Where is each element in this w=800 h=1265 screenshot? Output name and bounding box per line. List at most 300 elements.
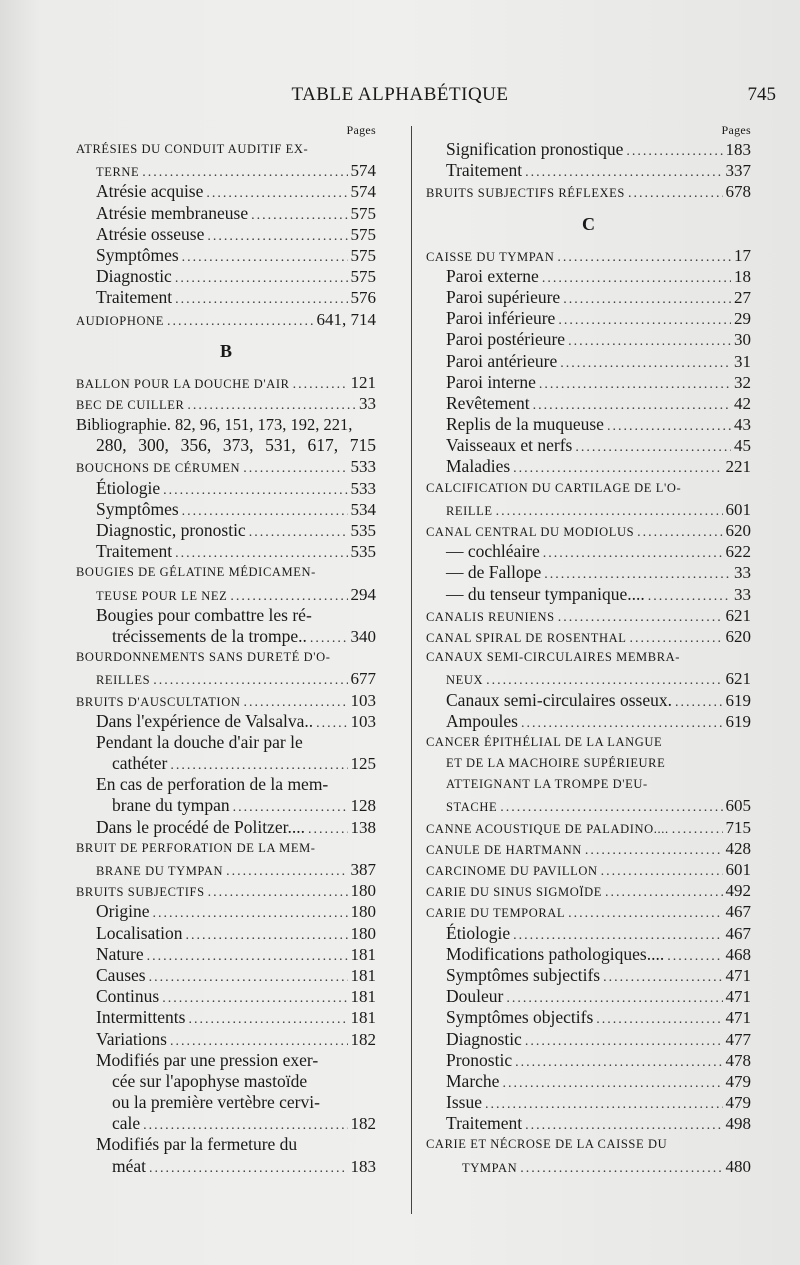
dot-leader	[153, 670, 347, 691]
entry-page: 33	[734, 584, 751, 604]
entry-page: 601	[725, 499, 751, 519]
entry-page: 103	[350, 690, 376, 710]
entry-term: CANNE ACOUSTIQUE DE PALADINO....	[426, 821, 669, 836]
entry-term: Nature	[96, 943, 144, 964]
dot-leader	[310, 628, 348, 649]
entry-term: Localisation	[96, 922, 183, 943]
entry-page: 30	[734, 330, 751, 350]
entry-page: 575	[350, 267, 376, 287]
dot-leader	[243, 458, 347, 479]
entry-page: 641, 714	[316, 309, 376, 329]
index-entry	[426, 245, 751, 266]
dot-leader	[175, 268, 348, 289]
dot-leader	[539, 374, 731, 395]
dot-leader	[182, 247, 348, 268]
entry-term: Paroi interne	[446, 371, 536, 392]
index-entry	[76, 923, 376, 944]
entry-term: BALLON POUR LA DOUCHE D'AIR	[76, 376, 290, 391]
index-entry	[426, 160, 751, 181]
dot-leader	[543, 543, 723, 564]
entry-term: Traitement	[96, 541, 173, 562]
dot-leader	[175, 289, 347, 310]
dot-leader	[637, 522, 722, 543]
entry-page: 32	[734, 372, 751, 392]
entry-page: 467	[725, 902, 751, 922]
index-entry	[76, 1050, 376, 1071]
entry-page: 619	[725, 711, 751, 731]
entry-page: 575	[350, 245, 376, 265]
dot-leader	[575, 437, 731, 458]
entry-page: 33	[734, 563, 751, 583]
entry-term: Dans le procédé de Politzer....	[96, 816, 305, 837]
entry-term: CANAL SPIRAL DE ROSENTHAL	[426, 630, 627, 645]
entry-term: Revêtement	[446, 392, 530, 413]
index-entry	[76, 965, 376, 986]
dot-leader	[208, 882, 348, 903]
index-entry	[76, 584, 376, 605]
entry-term: CARIE DU SINUS SIGMOÏDE	[426, 885, 602, 900]
dot-leader	[233, 797, 348, 818]
entry-page: 43	[734, 415, 751, 435]
dot-leader	[513, 925, 722, 946]
dot-leader	[525, 1115, 722, 1136]
dot-leader	[601, 861, 723, 882]
dot-leader	[249, 522, 348, 543]
entry-page: 181	[350, 987, 376, 1007]
index-entry	[426, 1029, 751, 1050]
index-entry	[426, 859, 751, 880]
index-entry	[76, 1113, 376, 1134]
index-entry	[76, 774, 376, 795]
dot-leader	[316, 713, 347, 734]
index-entry	[76, 139, 376, 160]
entry-page: 221	[725, 457, 751, 477]
index-entry	[426, 287, 751, 308]
entry-term: Bougies pour combattre les ré-	[96, 604, 312, 625]
entry-page: 492	[725, 881, 751, 901]
entry-page: 42	[734, 393, 751, 413]
entry-term: Traitement	[446, 160, 523, 181]
entry-term: BOUCHONS DE CÉRUMEN	[76, 461, 241, 476]
index-entry	[426, 986, 751, 1007]
dot-leader	[167, 311, 314, 332]
dot-leader	[521, 713, 723, 734]
index-entry	[76, 986, 376, 1007]
index-entry	[426, 753, 751, 774]
index-entry	[76, 859, 376, 880]
dot-leader	[308, 819, 348, 840]
index-entry	[76, 1156, 376, 1177]
entry-page: 428	[725, 838, 751, 858]
entry-term: BOUGIES DE GÉLATINE MÉDICAMEN-	[76, 565, 316, 580]
page-number: 745	[747, 84, 776, 105]
index-entry	[76, 414, 376, 435]
dot-leader	[513, 458, 722, 479]
entry-page: 620	[725, 521, 751, 540]
entry-term: CANALIS REUNIENS	[426, 609, 555, 624]
index-entry	[426, 499, 751, 520]
entry-term: Marche	[446, 1070, 500, 1091]
dot-leader	[568, 903, 722, 924]
entry-term: Pendant la douche d'air par le	[96, 731, 303, 752]
index-entry	[76, 817, 376, 838]
index-entry	[426, 372, 751, 393]
entry-term: AUDIOPHONE	[76, 313, 164, 328]
index-entry	[76, 499, 376, 520]
entry-term: Issue	[446, 1092, 482, 1113]
index-entry	[76, 753, 376, 774]
entry-term: brane du tympan	[112, 795, 230, 816]
entry-term: CANCER ÉPITHÉLIAL DE LA LANGUE	[426, 734, 663, 749]
entry-term: CALCIFICATION DU CARTILAGE DE L'O-	[426, 480, 682, 495]
index-entry	[76, 203, 376, 224]
entry-page: 29	[734, 309, 751, 329]
entry-term: REILLES	[96, 673, 151, 688]
dot-leader	[603, 967, 722, 988]
index-entry	[76, 478, 376, 499]
entry-term: ou la première vertèbre cervi-	[112, 1092, 320, 1113]
dot-leader	[596, 1009, 722, 1030]
index-entry	[426, 901, 751, 922]
entry-page: 467	[725, 923, 751, 943]
index-entry	[426, 351, 751, 372]
entry-page: 479	[725, 1071, 751, 1091]
entry-term: CANAUX SEMI-CIRCULAIRES MEMBRA-	[426, 650, 681, 665]
entry-page: 181	[350, 1008, 376, 1028]
index-entry	[426, 181, 751, 202]
entry-term: Modifiés par une pression exer-	[96, 1049, 319, 1070]
entry-term: CARIE DU TEMPORAL	[426, 906, 566, 921]
index-entry	[426, 626, 751, 647]
entry-term: — de Fallope	[446, 562, 542, 583]
entry-term: cathéter	[112, 753, 168, 774]
index-entry	[426, 1092, 751, 1113]
entry-page: 17	[734, 245, 751, 265]
index-entry	[76, 1029, 376, 1050]
dot-leader	[147, 946, 348, 967]
index-entry	[426, 1113, 751, 1134]
dot-leader	[648, 586, 731, 607]
entry-term: Symptômes objectifs	[446, 1007, 594, 1028]
dot-leader	[500, 797, 722, 818]
column-divider	[411, 126, 412, 1214]
dot-leader	[557, 247, 731, 268]
index-entry	[426, 435, 751, 456]
dot-leader	[170, 1031, 348, 1052]
dot-leader	[558, 607, 723, 628]
entry-page: 468	[725, 944, 751, 964]
index-entry	[76, 456, 376, 477]
entry-page: 576	[350, 288, 376, 308]
entry-term: Intermittents	[96, 1007, 186, 1028]
entry-page: 138	[350, 817, 376, 837]
entry-term: BRUIT DE PERFORATION DE LA MEM-	[76, 840, 316, 855]
index-entry	[76, 690, 376, 711]
index-entry	[76, 245, 376, 266]
dot-leader	[520, 1158, 722, 1179]
entry-page: 128	[350, 796, 376, 816]
entry-page: 294	[350, 584, 376, 604]
index-entry	[426, 1007, 751, 1028]
dot-leader	[675, 692, 723, 713]
entry-term: Causes	[96, 964, 146, 985]
entry-term: En cas de perforation de la mem-	[96, 774, 329, 795]
index-entry	[426, 647, 751, 668]
entry-term: NEUX	[446, 673, 484, 688]
entry-term: TEUSE POUR LE NEZ	[96, 588, 228, 603]
entry-term: — du tenseur tympanique....	[446, 583, 645, 604]
dot-leader	[667, 946, 722, 967]
entry-page: 181	[350, 965, 376, 985]
index-entry	[426, 690, 751, 711]
dot-leader	[630, 628, 723, 649]
dot-leader	[142, 162, 347, 183]
index-entry	[76, 711, 376, 732]
dot-leader	[485, 1094, 723, 1115]
dot-leader	[251, 205, 347, 226]
entry-term: Signification pronostique	[446, 139, 624, 159]
entry-term: trécissements de la trompe..	[112, 625, 307, 646]
entry-term: cée sur l'apophyse mastoïde	[112, 1070, 308, 1091]
entry-page: 477	[725, 1029, 751, 1049]
entry-page: 180	[350, 881, 376, 901]
entry-page: 601	[725, 860, 751, 879]
entry-term: Paroi supérieure	[446, 286, 561, 307]
entry-term: Dans l'expérience de Valsalva..	[96, 710, 314, 731]
entry-page: 622	[725, 542, 751, 562]
entry-term: CAISSE DU TYMPAN	[426, 249, 555, 264]
entry-page: 480	[725, 1156, 751, 1176]
entry-page: 620	[725, 626, 751, 646]
entry-term: Replis de la muqueuse	[446, 414, 604, 435]
entry-page: 471	[725, 1008, 751, 1028]
index-entry	[426, 965, 751, 986]
index-entry	[76, 181, 376, 202]
entry-term: méat	[112, 1155, 147, 1176]
dot-leader	[170, 755, 347, 776]
entry-term: ATRÉSIES DU CONDUIT AUDITIF EX-	[76, 142, 309, 156]
entry-term: cale	[112, 1113, 141, 1134]
entry-page: 715	[725, 817, 751, 837]
right-entries	[426, 139, 751, 1177]
index-entry	[76, 1007, 376, 1028]
dot-leader	[186, 925, 348, 946]
index-entry	[76, 795, 376, 816]
entry-term: Paroi inférieure	[446, 308, 556, 329]
entry-page: 535	[350, 521, 376, 540]
entry-term: BEC DE CUILLER	[76, 397, 185, 412]
entry-page: 621	[725, 605, 751, 625]
dot-leader	[560, 353, 731, 374]
dot-leader	[496, 501, 723, 522]
entry-term: 280, 300, 356, 373, 531, 617, 715	[96, 435, 376, 456]
entry-page: 574	[350, 182, 376, 202]
entry-term: Douleur	[446, 986, 504, 1007]
left-entries	[76, 139, 376, 1177]
index-entry	[76, 224, 376, 245]
entry-term: Vaisseaux et nerfs	[446, 435, 573, 456]
index-entry	[426, 478, 751, 499]
index-entry	[426, 541, 751, 562]
entry-term: TYMPAN	[462, 1160, 518, 1175]
entry-page: 605	[725, 796, 751, 816]
entry-page: 340	[350, 626, 376, 646]
entry-term: CANAL CENTRAL DU MODIOLUS	[426, 525, 635, 539]
dot-leader	[672, 819, 723, 840]
entry-term: Continus	[96, 986, 160, 1007]
entry-page: 575	[350, 203, 376, 223]
dot-leader	[243, 692, 347, 713]
dot-leader	[628, 183, 723, 204]
entry-page: 182	[350, 1029, 376, 1049]
entry-term: Maladies	[446, 456, 511, 477]
entry-term: STACHE	[446, 800, 498, 815]
index-entry	[76, 520, 376, 541]
entry-term: Origine	[96, 901, 150, 922]
dot-leader	[585, 840, 723, 861]
entry-term: Diagnostic	[446, 1028, 522, 1049]
entry-page: 183	[725, 140, 751, 159]
entry-page: 121	[350, 372, 376, 392]
entry-page: 183	[350, 1156, 376, 1176]
entry-page: 533	[350, 457, 376, 477]
entry-term: BRUITS D'AUSCULTATION	[76, 694, 241, 709]
entry-page: 574	[350, 161, 376, 181]
entry-page: 498	[725, 1114, 751, 1134]
entry-term: BRUITS SUBJECTIFS	[76, 885, 205, 900]
index-entry	[76, 266, 376, 287]
index-entry	[76, 647, 376, 668]
dot-leader	[506, 988, 722, 1009]
dot-leader	[206, 183, 347, 204]
index-entry	[76, 435, 376, 456]
entry-term: Étiologie	[96, 477, 161, 498]
dot-leader	[542, 268, 731, 289]
index-entry	[426, 1134, 751, 1155]
index-entry	[76, 562, 376, 583]
entry-term: Étiologie	[446, 922, 511, 943]
entry-term: Symptômes subjectifs	[446, 964, 601, 985]
dot-leader	[568, 331, 731, 352]
index-entry	[76, 901, 376, 922]
entry-term: Canaux semi-circulaires osseux.	[446, 689, 672, 710]
entry-term: — cochléaire	[446, 541, 540, 562]
index-entry	[426, 308, 751, 329]
index-entry	[426, 880, 751, 901]
entry-page: 471	[725, 965, 751, 985]
index-entry	[426, 414, 751, 435]
dot-leader	[152, 903, 347, 924]
entry-term: Modifiés par la fermeture du	[96, 1134, 298, 1155]
dot-leader	[226, 861, 347, 882]
dot-leader	[626, 141, 722, 162]
index-entry	[426, 456, 751, 477]
index-entry	[426, 795, 751, 816]
entry-term: CANULE DE HARTMANN	[426, 842, 582, 857]
dot-leader	[533, 395, 731, 416]
entry-term: TERNE	[96, 165, 140, 180]
entry-page: 534	[350, 499, 376, 519]
entry-page: 677	[350, 669, 376, 689]
index-entry	[76, 160, 376, 181]
entry-term: Symptômes	[96, 498, 179, 519]
dot-leader	[187, 395, 356, 416]
index-entry	[76, 372, 376, 393]
index-entry	[426, 393, 751, 414]
entry-page: 535	[350, 542, 376, 562]
dot-leader	[486, 670, 722, 691]
section-letter: C	[582, 213, 595, 234]
entry-term: Variations	[96, 1028, 167, 1049]
dot-leader	[188, 1009, 347, 1030]
index-entry	[76, 541, 376, 562]
index-entry	[76, 668, 376, 689]
left-column	[76, 121, 376, 1177]
index-entry	[426, 139, 751, 160]
dot-leader	[544, 564, 731, 585]
pages-heading: Pages	[721, 123, 751, 137]
index-entry	[426, 1050, 751, 1071]
index-entry	[76, 1134, 376, 1155]
dot-leader	[563, 289, 731, 310]
index-entry	[76, 309, 376, 330]
entry-term: Pronostic	[446, 1049, 513, 1070]
entry-page: 33	[359, 393, 376, 413]
right-column	[426, 121, 751, 1177]
entry-page: 387	[350, 860, 376, 879]
entry-page: 182	[350, 1114, 376, 1134]
entry-term: Atrésie membraneuse	[96, 202, 249, 223]
index-entry	[426, 817, 751, 838]
entry-page: 125	[350, 754, 376, 774]
dot-leader	[607, 416, 731, 437]
index-entry	[426, 838, 751, 859]
dot-leader	[293, 374, 348, 395]
dot-leader	[515, 1052, 722, 1073]
dot-leader	[182, 501, 348, 522]
section-letter: B	[219, 340, 232, 361]
index-entry	[426, 1156, 751, 1177]
entry-term: Modifications pathologiques....	[446, 943, 665, 964]
entry-term: BRANE DU TYMPAN	[96, 864, 224, 878]
entry-page: 18	[734, 266, 751, 286]
entry-page: 478	[725, 1050, 751, 1070]
index-entry	[76, 1092, 376, 1113]
index-entry	[426, 605, 751, 626]
entry-term: BRUITS SUBJECTIFS RÉFLEXES	[426, 186, 625, 201]
entry-page: 180	[350, 902, 376, 922]
index-entry	[426, 520, 751, 541]
entry-page: 180	[350, 923, 376, 943]
entry-term: Atrésie acquise	[96, 181, 204, 202]
entry-page: 479	[725, 1093, 751, 1113]
index-entry	[426, 711, 751, 732]
index-entry	[426, 774, 751, 795]
dot-leader	[502, 1073, 722, 1094]
dot-leader	[143, 1115, 347, 1136]
entry-term: Atrésie osseuse	[96, 223, 205, 244]
entry-term: Bibliographie. 82, 96, 151, 173, 192, 221,	[76, 415, 353, 435]
index-entry	[426, 732, 751, 753]
entry-page: 621	[725, 669, 751, 689]
index-entry	[426, 329, 751, 350]
index-entry	[426, 266, 751, 287]
entry-term: Paroi externe	[446, 265, 539, 286]
entry-term: ET DE LA MACHOIRE SUPÉRIEURE	[446, 756, 666, 771]
entry-page: 27	[734, 287, 751, 307]
dot-leader	[605, 882, 723, 903]
index-entry	[76, 880, 376, 901]
